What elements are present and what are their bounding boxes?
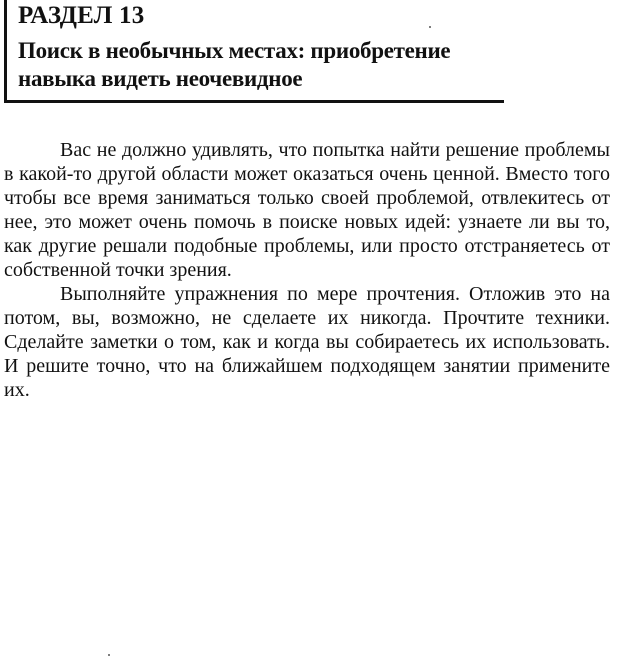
body-text (4, 138, 610, 402)
scan-speck (429, 26, 431, 28)
header-left-rule (4, 0, 7, 103)
paragraph-2: Выполняйте упражнения по мере прочтения. Отложив это на потом, вы, возможно, не сделаете их никогда. Прочтите техники. Сделайте заметки о том, как и когда вы собираетесь их использовать. И решите точно, что на ближайшем подходящем занятии примените их. (4, 283, 610, 401)
section-header (4, 0, 504, 103)
section-title: Поиск в необычных местах: приобретение навыка видеть неочевидное (18, 38, 451, 91)
scan-speck (108, 654, 110, 656)
paragraph-1: Вас не должно удивлять, что попытка найти решение проблемы в какой-то другой области может оказаться очень ценной. Вместо того чтобы все время заниматься только своей проблемой, отвлекитесь от нее, это может очень помочь в поиске новых идей: узнаете ли вы то, как другие решали подобные проблемы, или просто отстраняетесь от собственной точки зрения. (4, 139, 610, 281)
header-bottom-rule (4, 100, 504, 103)
section-label: РАЗДЕЛ 13 (18, 2, 145, 29)
